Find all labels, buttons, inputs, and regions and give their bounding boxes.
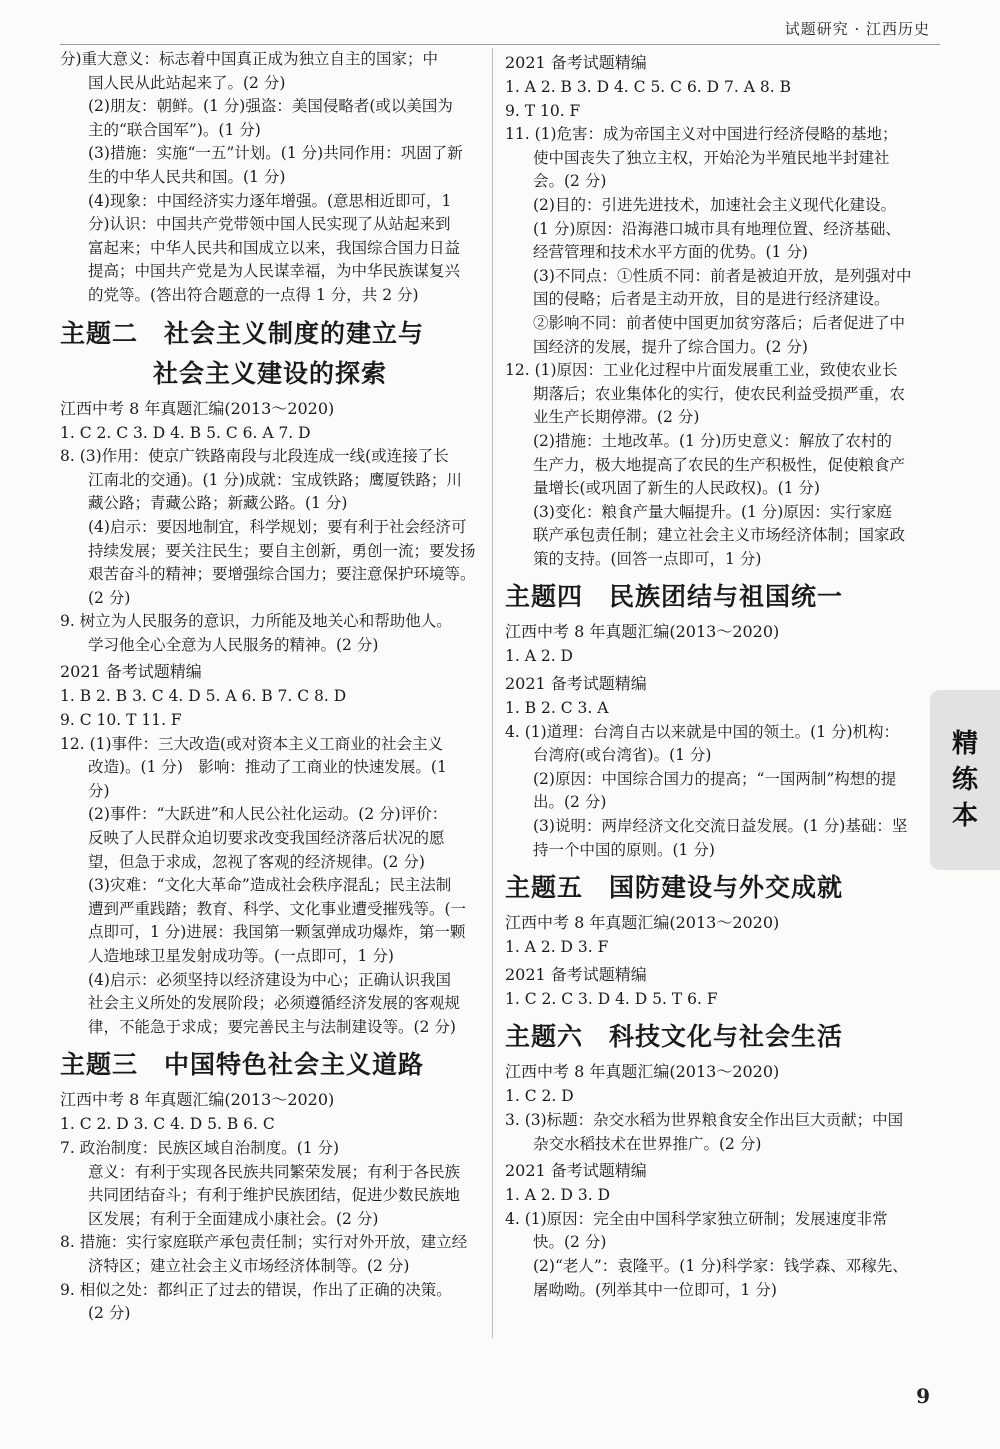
subsection-title: 2021 备考试题精编 bbox=[60, 662, 202, 682]
mc-answers: 1. C 2. D bbox=[505, 1087, 574, 1106]
answer-line: 8. 措施：实行家庭联产承包责任制；实行对外开放，建立经 bbox=[60, 1233, 468, 1252]
answer-line: 4. (1)道理：台湾自古以来就是中国的领土。(1 分)机构： bbox=[505, 722, 900, 741]
answer-line: 9. 相似之处：都纠正了过去的错误，作出了正确的决策。 bbox=[60, 1280, 452, 1299]
answer-line: (2)原因：中国综合国力的提高；“一国两制”构想的提 bbox=[533, 769, 897, 788]
answer-line: (2 分) bbox=[88, 588, 131, 607]
answer-line: 人造地球卫星发射成功等。(一点即可，1 分) bbox=[88, 947, 394, 965]
topic6-title: 主题六 科技文化与社会生活 bbox=[505, 1022, 844, 1052]
answer-line: 改造)。(1 分) 影响：推动了工商业的快速发展。(1 bbox=[88, 758, 447, 777]
column-divider bbox=[492, 48, 493, 1338]
right-column bbox=[505, 48, 920, 1302]
mc-answers: 9. C 10. T 11. F bbox=[60, 711, 182, 730]
mc-answers: 1. B 2. C 3. A bbox=[505, 699, 609, 718]
answer-line: (3)变化：粮食产量大幅提升。(1 分)原因：实行家庭 bbox=[533, 502, 892, 521]
answer-line: 国经济的发展，提升了综合国力。(2 分) bbox=[533, 337, 808, 356]
answer-line: 藏公路；青藏公路；新藏公路。(1 分) bbox=[88, 494, 348, 513]
topic3-title: 主题三 中国特色社会主义道路 bbox=[60, 1050, 425, 1080]
answer-line: 律，不能急于求成；要完善民主与法制建设等。(2 分) bbox=[88, 1017, 456, 1036]
subsection-title: 江西中考 8 年真题汇编(2013～2020) bbox=[505, 622, 780, 642]
answer-line: 屠呦呦。(列举其中一位即可，1 分) bbox=[533, 1280, 777, 1299]
answer-line: 4. (1)原因：完全由中国科学家独立研制；发展速度非常 bbox=[505, 1209, 888, 1228]
answer-line: 11. (1)危害：成为帝国主义对中国进行经济侵略的基地； bbox=[505, 125, 898, 144]
side-tab-char: 练 bbox=[951, 765, 978, 795]
answer-line: 分) bbox=[88, 781, 110, 800]
mc-answers: 1. C 2. D 3. C 4. D 5. B 6. C bbox=[60, 1115, 275, 1134]
text-line: 的党等。(答出符合题意的一点得 1 分，共 2 分) bbox=[88, 285, 419, 304]
subsection-title: 江西中考 8 年真题汇编(2013～2020) bbox=[505, 1062, 780, 1082]
answer-line: 经营管理和技术水平方面的优势。(1 分) bbox=[533, 243, 808, 262]
answer-line: 业生产长期停滞。(2 分) bbox=[533, 408, 700, 427]
answer-line: (3)说明：两岸经济文化交流日益发展。(1 分)基础：坚 bbox=[533, 817, 908, 836]
answer-line: 持一个中国的原则。(1 分) bbox=[533, 840, 715, 859]
subsection-title: 2021 备考试题精编 bbox=[505, 1161, 647, 1181]
answer-line: 7. 政治制度：民族区域自治制度。(1 分) bbox=[60, 1138, 340, 1157]
subsection-title: 2021 备考试题精编 bbox=[505, 53, 647, 72]
text-line: 分)重大意义：标志着中国真正成为独立自主的国家；中 bbox=[60, 50, 439, 68]
answer-line: 遭到严重践踏；教育、科学、文化事业遭受摧残等。(一 bbox=[88, 899, 467, 918]
answer-line: (4)启示：必须坚持以经济建设为中心；正确认识我国 bbox=[88, 970, 451, 989]
mc-answers: 1. A 2. D 3. D bbox=[505, 1186, 611, 1205]
side-tab bbox=[930, 690, 1000, 870]
answer-line: 国的侵略；后者是主动开放，目的是进行经济建设。 bbox=[533, 290, 890, 309]
answer-line: 台湾府(或台湾省)。(1 分) bbox=[533, 746, 712, 765]
topic2-title-line2: 社会主义建设的探索 bbox=[152, 358, 387, 388]
answer-line: 持续发展；要关注民生；要自主创新，勇创一流；要发扬 bbox=[88, 541, 476, 560]
answer-line: 量增长(或巩固了新生的人民政权)。(1 分) bbox=[533, 479, 820, 498]
subsection-title: 2021 备考试题精编 bbox=[505, 964, 647, 984]
answer-line: 12. (1)事件：三大改造(或对资本主义工商业的社会主义 bbox=[60, 734, 444, 753]
text-line: 主的“联合国军”)。(1 分) bbox=[88, 120, 261, 139]
text-line: (3)措施：实施“一五”计划。(1 分)共同作用：巩固了新 bbox=[88, 144, 463, 163]
answer-line: ②影响不同：前者使中国更加贫穷落后；后者促进了中 bbox=[533, 313, 906, 332]
topic2-title: 主题二 社会主义制度的建立与 bbox=[60, 318, 425, 348]
answer-line: (2)措施：土地改革。(1 分)历史意义：解放了农村的 bbox=[533, 431, 892, 450]
answer-line: 社会主义所处的发展阶段；必须遵循经济发展的客观规 bbox=[88, 994, 461, 1013]
topic4-title: 主题四 民族团结与祖国统一 bbox=[505, 582, 844, 612]
left-column bbox=[60, 48, 480, 1326]
answer-line: 会。(2 分) bbox=[533, 172, 607, 191]
subsection-title: 江西中考 8 年真题汇编(2013～2020) bbox=[505, 913, 780, 933]
answer-line: (4)启示：要因地制宜，科学规划；要有利于社会经济可 bbox=[88, 517, 467, 536]
answer-line: 使中国丧失了独立主权，开始沦为半殖民地半封建社 bbox=[533, 148, 890, 167]
text-line: 富起来；中华人民共和国成立以来，我国综合国力日益 bbox=[88, 238, 461, 257]
topic5-title: 主题五 国防建设与外交成就 bbox=[505, 873, 844, 903]
answer-line: (1 分)原因：沿海港口城市具有地理位置、经济基础、 bbox=[533, 219, 901, 238]
text-line: (2)朋友：朝鲜。(1 分)强盗：美国侵略者(或以美国为 bbox=[88, 97, 453, 116]
mc-answers: 1. B 2. B 3. C 4. D 5. A 6. B 7. C 8. D bbox=[60, 687, 347, 706]
subsection-title: 2021 备考试题精编 bbox=[505, 674, 647, 694]
answer-line: 9. 树立为人民服务的意识，力所能及地关心和帮助他人。 bbox=[60, 612, 452, 631]
text-line: 分)认识：中国共产党带领中国人民实现了从站起来到 bbox=[88, 215, 451, 234]
answer-line: (2 分) bbox=[88, 1304, 131, 1323]
mc-answers: 1. A 2. D bbox=[505, 647, 573, 666]
side-tab-char: 精 bbox=[951, 729, 978, 759]
answer-line: (3)灾难：“文化大革命”造成社会秩序混乱；民主法制 bbox=[88, 876, 452, 895]
answer-block-continued bbox=[60, 48, 480, 308]
answer-line: 意义：有利于实现各民族共同繁荣发展；有利于各民族 bbox=[88, 1162, 461, 1181]
answer-line: (2)目的：引进先进技术，加速社会主义现代化建设。 bbox=[533, 195, 896, 214]
text-line: 提高；中国共产党是为人民谋幸福，为中华民族谋复兴 bbox=[88, 262, 461, 281]
answer-line: (2)“老人”：袁隆平。(1 分)科学家：钱学森、邓稼先、 bbox=[533, 1256, 908, 1275]
answer-line: (2)事件：“大跃进”和人民公社化运动。(2 分)评价： bbox=[88, 805, 448, 824]
answer-line: 快。(2 分) bbox=[533, 1233, 607, 1252]
answer-line: 杂交水稻技术在世界推广。(2 分) bbox=[533, 1134, 762, 1153]
side-tab-char: 本 bbox=[951, 801, 978, 831]
mc-answers: 1. C 2. C 3. D 4. D 5. T 6. F bbox=[505, 989, 718, 1008]
text-line: 生的中华人民共和国。(1 分) bbox=[88, 167, 286, 186]
text-line: 国人民从此站起来了。(2 分) bbox=[88, 73, 286, 92]
answer-line: 济特区；建立社会主义市场经济体制等。(2 分) bbox=[88, 1256, 410, 1275]
answer-line: 出。(2 分) bbox=[533, 793, 607, 812]
subsection-title: 江西中考 8 年真题汇编(2013～2020) bbox=[60, 398, 335, 418]
answer-line: 8. (3)作用：使京广铁路南段与北段连成一线(或连接了长 bbox=[60, 447, 449, 466]
answer-line: 期落后；农业集体化的实行，使农民利益受损严重，农 bbox=[533, 384, 906, 403]
answer-line: 江南北的交通)。(1 分)成就：宝成铁路；鹰厦铁路；川 bbox=[88, 470, 462, 489]
mc-answers: 1. A 2. B 3. D 4. C 5. C 6. D 7. A 8. B bbox=[505, 78, 791, 96]
subsection-title: 江西中考 8 年真题汇编(2013～2020) bbox=[60, 1090, 335, 1110]
answer-line: (3)不同点：①性质不同：前者是被迫开放，是列强对中 bbox=[533, 266, 912, 285]
mc-answers: 1. C 2. C 3. D 4. B 5. C 6. A 7. D bbox=[60, 423, 311, 442]
answer-line: 点即可，1 分)进展：我国第一颗氢弹成功爆炸，第一颗 bbox=[88, 923, 466, 942]
text-line: (4)现象：中国经济实力逐年增强。(意思相近即可，1 bbox=[88, 191, 452, 210]
answer-line: 反映了人民群众迫切要求改变我国经济落后状况的愿 bbox=[88, 829, 445, 848]
answer-line: 艰苦奋斗的精神；要增强综合国力；要注意保护环境等。 bbox=[88, 565, 476, 584]
running-header: 试题研究 · 江西历史 bbox=[784, 20, 930, 38]
answer-line: 3. (3)标题：杂交水稻为世界粮食安全作出巨大贡献；中国 bbox=[505, 1111, 904, 1129]
answer-line: 共同团结奋斗；有利于维护民族团结，促进少数民族地 bbox=[88, 1186, 461, 1205]
answer-line: 策的支持。(回答一点即可，1 分) bbox=[533, 549, 762, 568]
answer-line: 学习他全心全意为人民服务的精神。(2 分) bbox=[88, 635, 379, 654]
answer-line: 区发展；有利于全面建成小康社会。(2 分) bbox=[88, 1209, 379, 1228]
header-rule bbox=[60, 44, 940, 45]
answer-line: 生产力，极大地提高了农民的生产积极性，促使粮食产 bbox=[533, 455, 906, 474]
mc-answers: 9. T 10. F bbox=[505, 101, 581, 120]
page-number: 9 bbox=[916, 1384, 930, 1408]
mc-answers: 1. A 2. D 3. F bbox=[505, 938, 609, 957]
answer-line: 联产承包责任制；建立社会主义市场经济体制；国家政 bbox=[533, 526, 906, 545]
answer-line: 12. (1)原因：工业化过程中片面发展重工业，致使农业长 bbox=[505, 361, 898, 380]
answer-line: 望，但急于求成，忽视了客观的经济规律。(2 分) bbox=[88, 852, 425, 871]
